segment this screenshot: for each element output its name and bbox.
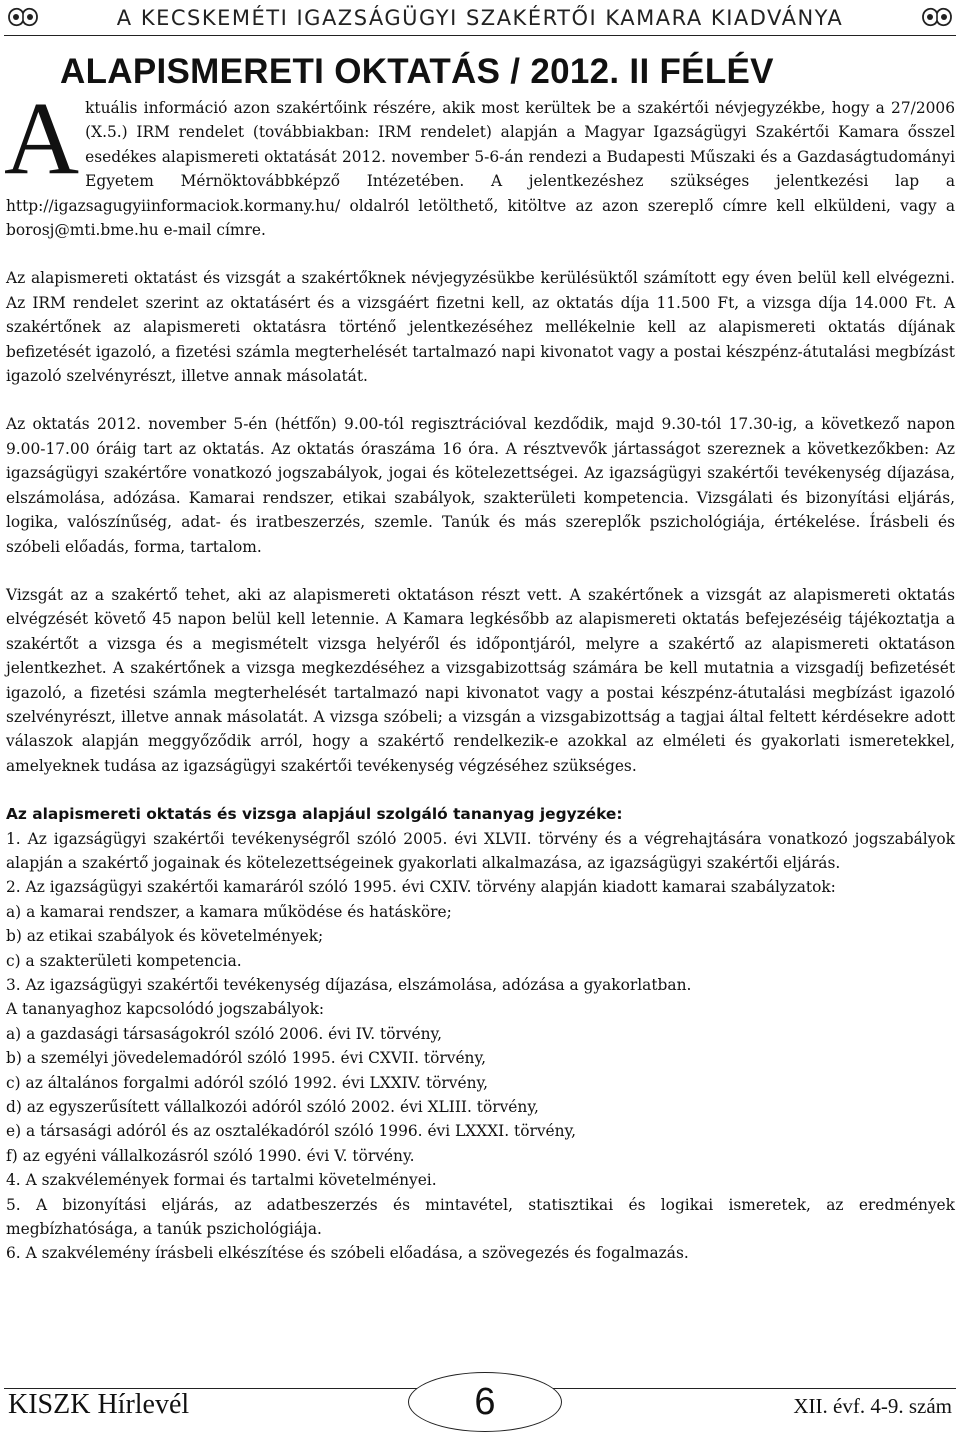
header-divider (4, 35, 956, 36)
syllabus-item: b) a személyi jövedelemadóról szóló 1995. évi CXVII. törvény, (6, 1049, 487, 1068)
page-number: 6 (474, 1381, 496, 1423)
syllabus-item: 1. Az igazságügyi szakértői tevékenységről szóló 2005. évi XLVII. törvény és a végrehajtására vonatkozó jogszabályok alapján a szakértő jogainak és kötelezettségeinek gyakorlati alkalmazása, az igazságügyi szakértői eljárás. (6, 829, 955, 872)
page-footer (0, 1366, 960, 1436)
syllabus-item: 4. A szakvélemények formai és tartalmi követelményei. (6, 1171, 437, 1190)
ornament-icon (6, 4, 40, 30)
drop-cap: A (4, 81, 80, 196)
syllabus-item: a) a gazdasági társaságokról szóló 2006. évi IV. törvény, (6, 1024, 443, 1043)
syllabus-item: a) a kamarai rendszer, a kamara működése és hatásköre; (6, 902, 452, 921)
syllabus-heading: Az alapismereti oktatás és vizsga alapjául szolgáló tananyag jegyzéke: (6, 805, 623, 824)
issue-label: XII. évf. 4-9. szám (793, 1394, 952, 1418)
syllabus-item: 6. A szakvélemény írásbeli elkészítése és szóbeli előadása, a szövegezés és fogalmazás. (6, 1244, 689, 1263)
syllabus-item: 5. A bizonyítási eljárás, az adatbeszerzés és mintavétel, statisztikai és logikai ismeretek, az eredmények megbízhatósága, a tanúk pszichológiája. (6, 1195, 955, 1239)
syllabus-item: c) a szakterületi kompetencia. (6, 951, 242, 970)
intro-paragraph (4, 81, 955, 242)
syllabus-item: b) az etikai szabályok és követelmények; (6, 927, 324, 946)
publisher-title: A KECSKEMÉTI IGAZSÁGÜGYI SZAKÉRTŐI KAMARA KIADVÁNYA (116, 6, 844, 30)
syllabus-item: e) a társasági adóról és az osztalékadóról szóló 1996. évi LXXXI. törvény, (6, 1122, 577, 1141)
syllabus-item: A tananyaghoz kapcsolódó jogszabályok: (6, 1000, 325, 1019)
page-number-badge (408, 1372, 562, 1432)
article-body (4, 81, 955, 1266)
ornament-icon (920, 4, 954, 30)
article-title: ALAPISMERETI OKTATÁS / 2012. II FÉLÉV (60, 52, 774, 91)
page-header (0, 0, 960, 36)
intro-text: ktuális információ azon szakértőink részére, akik most kerültek be a szakértői névjegyzékbe, hogy a 27/2006 (X.5.) IRM rendelet (továbbiakban: IRM rendelet) alapján a Magyar Igazságügyi Szakértői Kamara ősszel esedékes alapismereti oktatását 2012. november 5-6-án rendezi a Budapesti Műszaki és a Gazdaságtudományi Egyetem Mérnöktovábbképző Intézetében. A jelentkezéshez szükséges jelentkezési lap a http://igazsagugyiinformaciok.kormany.hu/ oldalról letölthető, kitöltve az azon szereplő címre kell elküldeni, vagy a borosj@mti.bme.hu e-mail címre. (6, 99, 955, 240)
syllabus-item: d) az egyszerűsített vállalkozói adóról szóló 2002. évi XLIII. törvény, (6, 1098, 539, 1117)
newsletter-name: KISZK Hírlevél (8, 1389, 190, 1420)
body-paragraph: Az alapismereti oktatást és vizsgát a szakértőknek névjegyzésükbe kerülésüktől számított egy éven belül kell elvégezni. Az IRM rendelet szerint az oktatásért és a vizsgáért fizetni kell, az oktatás díja 11.500 Ft, a vizsga díja 14.000 Ft. A szakértőnek az alapismereti oktatásra történő jelentkezéséhez mellékelnie kell az alapismereti oktatás díjának befizetését igazoló, a fizetési számla megterhelését tartalmazó napi kivonatot vagy a postai készpénz-átutalási megbízást igazoló szelvényrészt, illetve annak másolatát. (6, 269, 955, 386)
body-paragraph: Vizsgát az a szakértő tehet, aki az alapismereti oktatáson részt vett. A szakértőnek a vizsgát az alapismereti oktatás elvégzését követő 45 napon belül kell letennie. A Kamara legkésőbb az alapismereti oktatás befejezéséig tájékoztatja a szakértőt a vizsga és a megismételt vizsga helyéről és időpontjáról, melyre a szakértő az alapismereti oktatáson jelentkezhet. A szakértőnek a vizsga megkezdéséhez a vizsgabizottság számára be kell mutatnia a vizsgadíj befizetését igazoló, a fizetési számla megterhelését tartalmazó napi kivonatot vagy a postai készpénz-átutalási megbízást igazoló szelvényrészt, illetve annak másolatát. A vizsga szóbeli; a vizsgán a vizsgabizottság a tagjai által feltett kérdésekre adott válaszok alapján meggyőződik arról, hogy a szakértő rendelkezik-e azokkal az elméleti és gyakorlati ismeretekkel, amelyeknek tudása az igazságügyi szakértői tevékenység végzéséhez szükséges. (6, 585, 955, 775)
syllabus-item: c) az általános forgalmi adóról szóló 1992. évi LXXIV. törvény, (6, 1073, 489, 1092)
syllabus-item: 3. Az igazságügyi szakértői tevékenység díjazása, elszámolása, adózása a gyakorlatban. (6, 976, 692, 994)
syllabus-item: f) az egyéni vállalkozásról szóló 1990. évi V. törvény. (6, 1146, 415, 1165)
syllabus-item: 2. Az igazságügyi szakértői kamaráról szóló 1995. évi CXIV. törvény alapján kiadott kamarai szabályzatok: (6, 878, 836, 897)
body-paragraph: Az oktatás 2012. november 5-én (hétfőn) 9.00-tól regisztrációval kezdődik, majd 9.30-tól 17.30-ig, a következő napon 9.00-17.00 óráig tart az oktatás. Az oktatás óraszáma 16 óra. A résztvevők jártasságot szereznek a következőkben: Az igazságügyi szakértőre vonatkozó jogszabályok, jogai és kötelezettségei. Az igazságügyi szakértői tevékenység díjazása, elszámolása, adózása. Kamarai rendszer, etikai szabályok, szakterületi kompetencia. Vizsgálati és bizonyítási eljárás, logika, valószínűség, adat- és iratbeszerzés, szemle. Tanúk és más szereplők pszichológiája, értékelése. Írásbeli és szóbeli előadás, forma, tartalom. (6, 415, 955, 556)
